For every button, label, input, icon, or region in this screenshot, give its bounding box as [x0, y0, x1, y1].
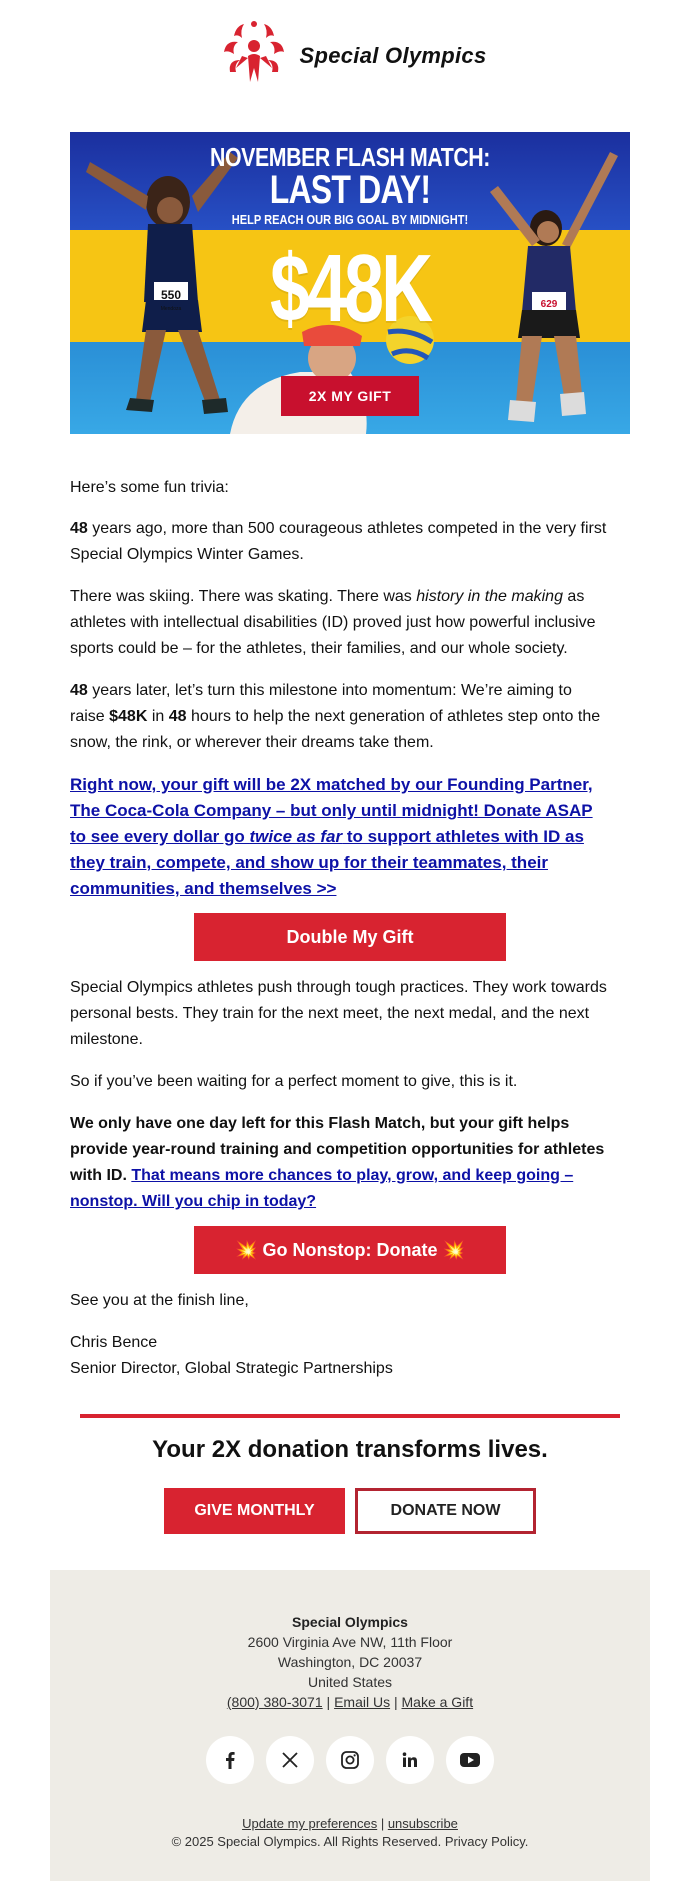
hero-title-line2: LAST DAY!	[269, 168, 431, 212]
goal-text-3: hours to help the next generation of athletes step onto the snow, the rink, or wherever their dreams take them.	[70, 708, 601, 751]
footer-copyright: © 2025 Special Olympics. All Rights Reserved. Privacy Policy.	[171, 1834, 529, 1849]
match-link-text-a[interactable]: Right now, your gift will be 2X matched by our Founding Partner, The Coca-Cola Company – but only until midnight! Donate ASAP to see every dollar go	[70, 775, 593, 846]
special-olympics-logo-icon	[214, 16, 294, 96]
one-day-text: We only have one day left for this Flash Match, but your gift helps provide year-round training and competition opportunities for athletes with ID.	[70, 1115, 605, 1184]
match-link-emphasis[interactable]: twice as far	[249, 827, 343, 846]
trivia-text: Here’s some fun trivia:	[70, 479, 229, 496]
social-links	[50, 1736, 650, 1784]
double-my-gift-button[interactable]: Double My Gift	[194, 913, 506, 961]
go-nonstop-donate-button[interactable]: 💥 Go Nonstop: Donate 💥	[194, 1226, 506, 1274]
header-logo-area	[0, 16, 700, 96]
goal-text-2: in	[147, 708, 169, 725]
goal-text-1: years later, let’s turn this milestone into momentum: We’re aiming to raise	[70, 682, 572, 725]
games-text-a: There was skiing. There was skating. There was	[70, 588, 417, 605]
signature-block	[70, 1330, 610, 1382]
footer-preferences	[50, 1816, 650, 1831]
youtube-icon[interactable]	[446, 1736, 494, 1784]
give-monthly-button[interactable]: GIVE MONTHLY	[164, 1488, 345, 1534]
paragraph-athletes	[70, 975, 610, 1053]
paragraph-one-day	[70, 1111, 610, 1215]
hero-subtitle: HELP REACH OUR BIG GOAL BY MIDNIGHT!	[231, 212, 469, 227]
paragraph-moment	[70, 1069, 610, 1095]
footer-address-line2: Washington, DC 20037	[277, 1654, 423, 1670]
years-ago-number: 48	[70, 520, 88, 537]
facebook-icon[interactable]	[206, 1736, 254, 1784]
athletes-text: Special Olympics athletes push through tough practices. They work towards personal bests. They train for the next meet, the next medal, and the next milestone.	[70, 979, 607, 1048]
signature-title: Senior Director, Global Strategic Partnerships	[70, 1360, 393, 1377]
games-emphasis: history in the making	[416, 588, 563, 605]
footer-org-name: Special Olympics	[292, 1614, 408, 1630]
hero-banner[interactable]	[70, 132, 630, 434]
years-later-number: 48	[70, 682, 88, 699]
special-olympics-logo[interactable]	[214, 16, 487, 96]
finish-line-text: See you at the finish line,	[70, 1292, 249, 1309]
instagram-icon[interactable]	[326, 1736, 374, 1784]
signature-name: Chris Bence	[70, 1334, 158, 1351]
closing-title: Your 2X donation transforms lives.	[152, 1436, 548, 1463]
donate-now-button[interactable]: DONATE NOW	[355, 1488, 536, 1534]
x-icon[interactable]	[266, 1736, 314, 1784]
paragraph-history	[70, 516, 610, 568]
logo-wordmark: Special Olympics	[299, 43, 487, 68]
footer-separator: |	[377, 1816, 388, 1831]
footer-email-link[interactable]: Email Us	[334, 1694, 391, 1710]
goal-amount: $48K	[109, 708, 148, 725]
right-bib-number: 629	[540, 299, 558, 310]
footer-separator: |	[390, 1694, 402, 1710]
paragraph-goal	[70, 678, 610, 756]
footer-country: United States	[307, 1674, 393, 1690]
left-bib-number: 550	[160, 288, 182, 302]
red-divider	[80, 1414, 620, 1418]
linkedin-icon[interactable]	[386, 1736, 434, 1784]
paragraph-finish-line	[70, 1288, 610, 1314]
match-link-text-b[interactable]: to support athletes with ID as they train, compete, and show up for their teammates, their communities, and themselves >>	[70, 827, 584, 898]
hero-title-line1: NOVEMBER FLASH MATCH:	[209, 142, 490, 172]
trivia-intro	[70, 475, 610, 501]
unsubscribe-link[interactable]: unsubscribe	[387, 1816, 458, 1831]
match-link-paragraph[interactable]	[70, 772, 610, 902]
footer-phone-link[interactable]: (800) 380-3071	[226, 1694, 323, 1710]
update-preferences-link[interactable]: Update my preferences	[242, 1816, 378, 1831]
goal-hours: 48	[168, 708, 187, 725]
footer	[50, 1570, 650, 1881]
chip-in-link[interactable]: That means more chances to play, grow, and keep going – nonstop. Will you chip in today?	[70, 1167, 574, 1210]
left-bib-name: Mendoza	[160, 306, 182, 312]
paragraph-games	[70, 584, 610, 662]
footer-contact-links	[50, 1694, 650, 1710]
footer-separator: |	[322, 1694, 335, 1710]
footer-address-line1: 2600 Virginia Ave NW, 11th Floor	[247, 1634, 453, 1650]
hero-2x-gift-button[interactable]: 2X MY GIFT	[281, 376, 419, 416]
hero-goal-amount: $48K	[269, 235, 431, 342]
history-text: years ago, more than 500 courageous athletes competed in the very first Special Olympics Winter Games.	[70, 520, 607, 563]
games-text-b: as athletes with intellectual disabilities (ID) proved just how powerful inclusive sports could be – for the athletes, their families, and our whole society.	[70, 588, 596, 657]
footer-gift-link[interactable]: Make a Gift	[401, 1694, 474, 1710]
moment-text: So if you’ve been waiting for a perfect moment to give, this is it.	[70, 1073, 518, 1090]
